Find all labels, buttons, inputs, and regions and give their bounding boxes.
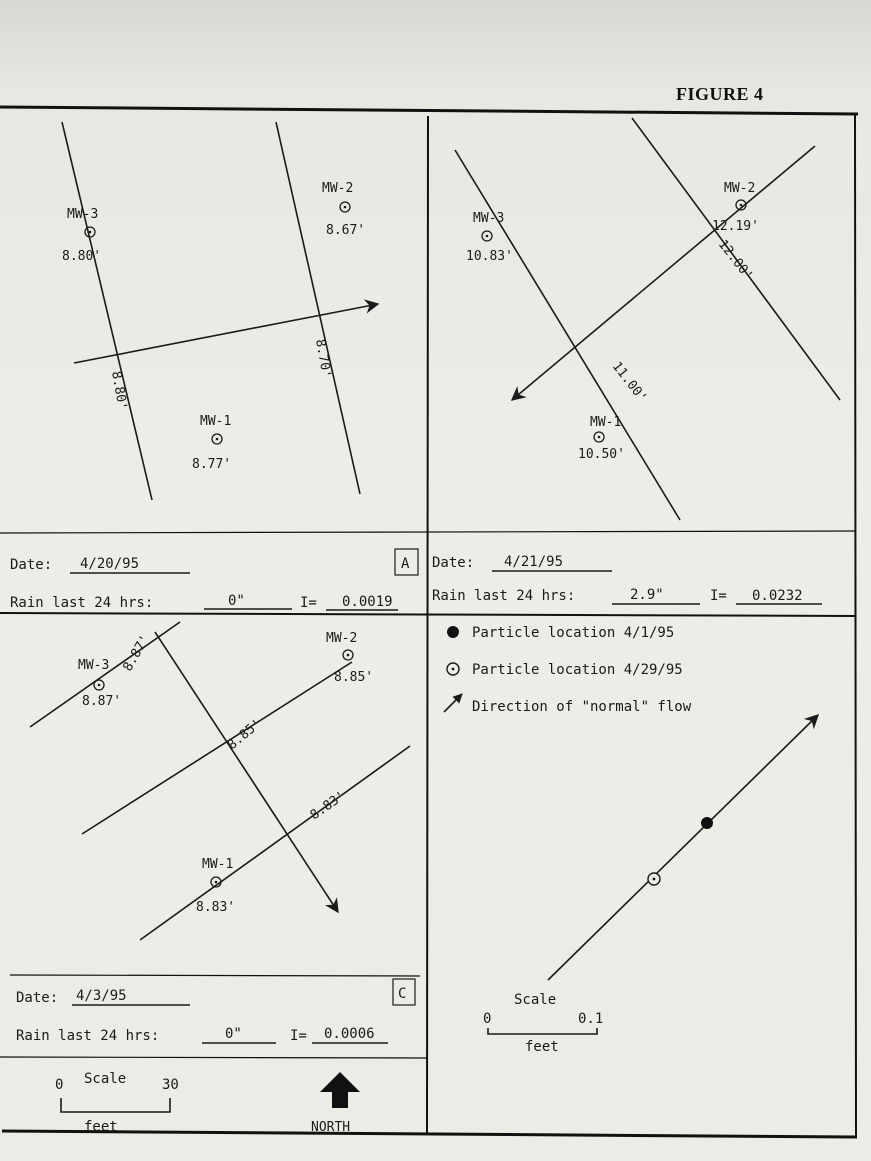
rain-value: 2.9" [630, 587, 664, 603]
flow-arrow-b [512, 146, 815, 400]
scale-start: 0 [55, 1077, 64, 1093]
well-value-mw3: 10.83' [466, 249, 513, 264]
flow-arrow-c [155, 632, 338, 912]
well-value-mw2: 12.19' [712, 219, 759, 234]
scale-end: 0.1 [578, 1011, 604, 1027]
contour-label: 11.00' [608, 359, 650, 406]
frame-middle-vertical [427, 116, 428, 1133]
well-value-mw3: 8.87' [82, 694, 122, 709]
contour-line-8-80-a [62, 122, 152, 500]
well-value-mw1: 8.77' [192, 457, 232, 472]
well-label-mw3: MW-3 [473, 211, 505, 226]
scale-unit: feet [84, 1119, 118, 1135]
rain-label: Rain last 24 hrs: [10, 595, 154, 611]
panel-c-info-bottom [0, 1057, 428, 1058]
contour-line-8-83 [140, 746, 410, 940]
scale-title: Scale [84, 1071, 127, 1087]
gradient-label: I= [290, 1028, 307, 1044]
well-value-mw2: 8.67' [326, 223, 366, 238]
date-label: Date: [432, 555, 475, 571]
contour-label: 8.70' [312, 338, 334, 380]
flow-arrow-icon [444, 694, 462, 712]
contour-label: 8.83' [307, 788, 349, 824]
panel-c-info-top [10, 975, 420, 976]
particle-location-4-1-95 [701, 817, 713, 829]
gradient-label: I= [300, 595, 317, 611]
well-label-mw3: MW-3 [67, 207, 99, 222]
panel-d-particle-diagram [548, 715, 818, 980]
gradient-value: 0.0006 [324, 1026, 375, 1042]
well-label-mw2: MW-2 [724, 181, 756, 196]
well-value-mw2: 8.85' [334, 670, 374, 685]
scale-bar [61, 1098, 170, 1112]
well-value-mw3: 8.80' [62, 249, 102, 264]
well-label-mw3: MW-3 [78, 658, 110, 673]
normal-flow-line [548, 715, 818, 980]
scale-unit: feet [525, 1039, 559, 1055]
panel-a-info [10, 549, 418, 611]
legend-normal-flow: Direction of "normal" flow [472, 699, 692, 715]
well-label-mw1: MW-1 [590, 415, 622, 430]
date-value: 4/21/95 [504, 554, 564, 570]
legend [444, 625, 692, 715]
contour-label: 8.85' [224, 716, 265, 754]
well-label-mw1: MW-1 [202, 857, 234, 872]
frame-bottom [2, 1131, 857, 1137]
panel-letter: A [401, 556, 410, 572]
gradient-value: 0.0019 [342, 594, 393, 610]
contour-label: 12.00' [714, 237, 756, 284]
date-label: Date: [10, 557, 53, 573]
scale-end: 30 [162, 1077, 179, 1093]
legend-filled-particle: Particle location 4/1/95 [472, 625, 675, 641]
frame-right [855, 114, 856, 1137]
gradient-label: I= [710, 588, 727, 604]
panel-letter: C [398, 986, 407, 1002]
well-label-mw2: MW-2 [326, 631, 358, 646]
well-label-mw2: MW-2 [322, 181, 354, 196]
well-value-mw1: 10.50' [578, 447, 625, 462]
date-value: 4/20/95 [80, 556, 140, 572]
contour-label: 8.87' [120, 632, 154, 674]
panel-b-info [432, 554, 822, 604]
panel-c-map [30, 622, 410, 940]
scale-bar-small [483, 992, 603, 1055]
north-label: NORTH [311, 1120, 351, 1135]
rain-value: 0" [228, 593, 245, 609]
well-value-mw1: 8.83' [196, 900, 236, 915]
gradient-value: 0.0232 [752, 588, 803, 604]
scale-title: Scale [514, 992, 557, 1008]
panel-b-map [455, 118, 840, 520]
contour-label: 8.80' [108, 370, 130, 412]
panel-a-map [62, 122, 378, 500]
frame-top [0, 107, 858, 114]
date-label: Date: [16, 990, 59, 1006]
scale-bar-large [55, 1071, 179, 1135]
figure-title: FIGURE 4 [676, 84, 764, 104]
scale-bar [488, 1028, 597, 1034]
legend-open-particle: Particle location 4/29/95 [472, 662, 683, 678]
contour-line-11-00 [455, 150, 680, 520]
panel-c-info [16, 979, 415, 1044]
rain-value: 0" [225, 1026, 242, 1042]
rain-label: Rain last 24 hrs: [432, 588, 576, 604]
contour-line-8-87 [30, 622, 180, 727]
filled-particle-icon [447, 626, 459, 638]
flow-arrow-a [74, 304, 378, 363]
north-indicator [311, 1072, 360, 1135]
well-label-mw1: MW-1 [200, 414, 232, 429]
rain-label: Rain last 24 hrs: [16, 1028, 160, 1044]
north-arrow-icon [320, 1072, 360, 1108]
scale-start: 0 [483, 1011, 492, 1027]
contour-line-8-70-a [276, 122, 360, 494]
date-value: 4/3/95 [76, 988, 127, 1004]
